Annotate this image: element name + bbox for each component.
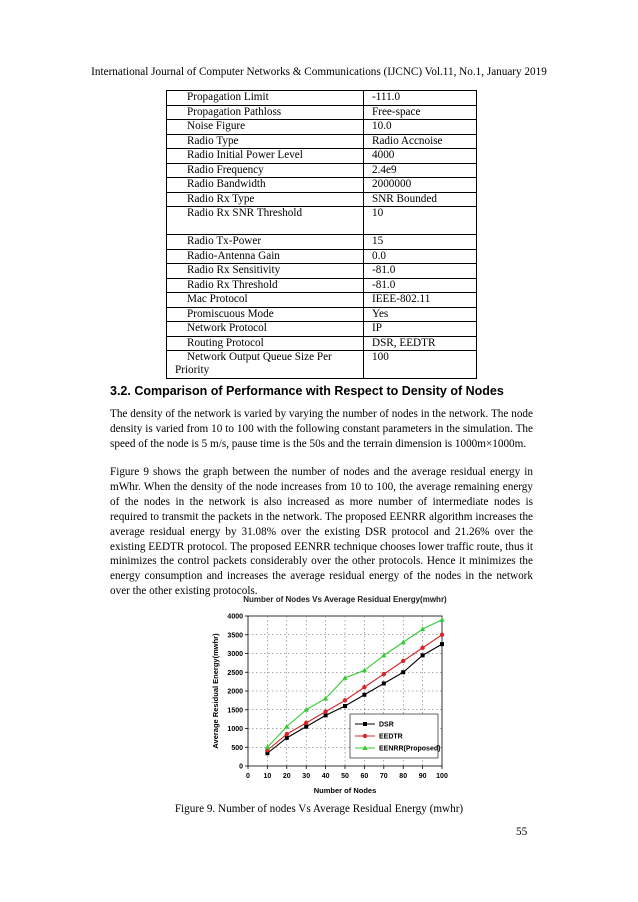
param-name-text: Propagation Pathloss	[187, 105, 282, 118]
table-row	[167, 293, 477, 308]
param-value: IP	[364, 322, 477, 337]
param-name-text: Noise Figure	[187, 120, 246, 132]
data-point-circle	[420, 646, 424, 650]
param-value: 2.4e9	[364, 163, 477, 178]
chart-title: Number of Nodes Vs Average Residual Energy(mwhr)	[243, 595, 447, 604]
x-tick-label: 10	[263, 773, 272, 780]
x-tick-label: 100	[436, 773, 448, 780]
data-point-circle	[401, 659, 405, 663]
param-name	[167, 351, 364, 379]
table-row	[167, 134, 477, 149]
table-row	[167, 235, 477, 250]
param-name	[167, 192, 364, 207]
table-row	[167, 192, 477, 207]
section-title: 3.2. Comparison of Performance with Respect to Density of Nodes	[110, 384, 504, 398]
x-tick-label: 40	[321, 773, 330, 780]
legend-label: EENRR(Proposed)	[379, 745, 441, 753]
param-name-text: Radio Initial Power Level	[187, 149, 303, 161]
page-number: 55	[516, 826, 528, 838]
y-tick-label: 0	[239, 763, 243, 771]
figure-caption: Figure 9. Number of nodes Vs Average Residual Energy (mwhr)	[174, 803, 464, 815]
param-name	[167, 307, 364, 322]
y-tick-label: 3500	[227, 632, 243, 640]
data-point-triangle	[304, 707, 309, 712]
paragraph-density: The density of the network is varied by varying the number of nodes in the network. The node density is varied from 10 to 100 with the following constant parameters in the simulation. The speed of the node is 5 m/s, pause time is the 50s and the terrain dimension is 1000m×1000m.	[110, 408, 533, 450]
param-name	[167, 249, 364, 264]
table-row	[167, 149, 477, 164]
param-name	[167, 149, 364, 164]
table-row	[167, 249, 477, 264]
param-value: SNR Bounded	[364, 192, 477, 207]
param-name-text: Radio Bandwidth	[187, 178, 266, 190]
data-point-circle	[323, 709, 327, 713]
x-tick-label: 60	[360, 773, 369, 780]
param-name-text: Radio Frequency	[187, 163, 264, 176]
data-point-triangle	[439, 617, 444, 622]
data-point-square	[363, 722, 367, 726]
param-name	[167, 336, 364, 351]
param-name	[167, 264, 364, 279]
data-point-square	[285, 736, 289, 740]
data-point-square	[304, 725, 308, 729]
param-name	[167, 134, 364, 149]
x-tick-label: 20	[282, 773, 291, 780]
data-point-triangle	[381, 653, 386, 658]
param-value: 10	[364, 207, 477, 235]
table-row	[167, 264, 477, 279]
x-tick-label: 80	[399, 773, 408, 780]
param-value: DSR, EEDTR	[364, 336, 477, 351]
x-tick-label: 70	[379, 773, 388, 780]
data-point-circle	[382, 672, 386, 676]
param-name-text: Radio Rx Sensitivity	[187, 264, 281, 276]
param-name-text: Network Output Queue Size Per Priority	[175, 351, 332, 376]
x-axis-label: Number of Nodes	[313, 786, 377, 795]
line-chart	[200, 586, 452, 802]
y-tick-label: 2000	[227, 688, 243, 696]
param-name-text: Radio Rx Type	[187, 192, 255, 205]
param-value: 0.0	[364, 249, 477, 264]
param-name	[167, 322, 364, 337]
param-value: Yes	[364, 307, 477, 322]
data-point-square	[362, 693, 366, 697]
x-tick-label: 90	[418, 773, 427, 780]
param-name-text: Radio Tx-Power	[187, 235, 262, 247]
y-tick-label: 1500	[227, 707, 243, 715]
data-point-square	[343, 704, 347, 708]
table-row	[167, 307, 477, 322]
table-row	[167, 278, 477, 293]
data-point-circle	[285, 732, 289, 736]
data-point-square	[421, 653, 425, 657]
param-name	[167, 163, 364, 178]
x-tick-label: 30	[302, 773, 311, 780]
x-tick-label: 50	[341, 773, 349, 780]
legend-label: EEDTR	[379, 733, 403, 741]
param-name	[167, 207, 364, 235]
param-name	[167, 178, 364, 193]
param-name-text: Propagation Limit	[187, 91, 269, 103]
param-name	[167, 278, 364, 293]
param-value: 15	[364, 235, 477, 250]
x-tick-label: 0	[246, 773, 250, 780]
data-point-square	[382, 682, 386, 686]
param-name-text: Radio Type	[187, 134, 239, 147]
data-point-circle	[343, 698, 347, 702]
param-name-text: Mac Protocol	[187, 293, 248, 305]
table-row	[167, 120, 477, 135]
table-row	[167, 91, 477, 106]
data-point-circle	[362, 685, 366, 689]
param-value: Free-space	[364, 105, 477, 120]
journal-header: International Journal of Computer Networks & Communications (IJCNC) Vol.11, No.1, January 2019	[91, 66, 547, 78]
param-name	[167, 105, 364, 120]
legend-label: DSR	[379, 721, 394, 729]
table-row	[167, 163, 477, 178]
data-point-square	[401, 670, 405, 674]
param-name-text: Radio Rx SNR Threshold	[187, 207, 303, 219]
param-name	[167, 293, 364, 308]
data-point-circle	[440, 633, 444, 637]
paragraph-figure-discussion: Figure 9 shows the graph between the number of nodes and the average residual energy in mWhr. When the density of the node increases from 10 to 100, the average remaining energy of the nodes in the network is also increased as more number of intermediate nodes is required to transmit the packets in the network. The proposed EENRR algorithm increases the average residual energy by 31.08% over the existing DSR protocol and 21.26% over the existing EEDTR protocol. The proposed EENRR technique chooses lower traffic route, thus it minimizes the control packets considerably over the other protocols. Hence it minimizes the energy consumption and increases the average residual energy of the nodes in the network over the other existing protocols.	[110, 466, 533, 598]
param-name	[167, 91, 364, 106]
table-row	[167, 351, 477, 379]
param-value: -111.0	[364, 91, 477, 106]
y-axis-label: Average Residual Energy(mwhr)	[211, 633, 220, 749]
table-row	[167, 105, 477, 120]
data-point-circle	[304, 721, 308, 725]
table-row	[167, 322, 477, 337]
table-row	[167, 178, 477, 193]
param-name-text: Promiscuous Mode	[187, 307, 274, 320]
param-value: 10.0	[364, 120, 477, 135]
y-tick-label: 500	[231, 744, 243, 752]
param-value: 2000000	[364, 178, 477, 193]
parameters-table	[166, 90, 477, 379]
param-value: Radio Accnoise	[364, 134, 477, 149]
y-tick-label: 2500	[227, 669, 243, 677]
data-point-triangle	[401, 639, 406, 644]
param-name	[167, 235, 364, 250]
y-tick-label: 3000	[227, 651, 243, 658]
table-row	[167, 336, 477, 351]
data-point-square	[324, 713, 328, 717]
param-name-text: Radio-Antenna Gain	[187, 249, 280, 262]
table-row	[167, 207, 477, 235]
param-name	[167, 120, 364, 135]
param-name-text: Routing Protocol	[187, 336, 264, 349]
figure-9	[200, 586, 452, 802]
param-value: IEEE-802.11	[364, 293, 477, 308]
param-value: -81.0	[364, 264, 477, 279]
param-value: -81.0	[364, 278, 477, 293]
param-name-text: Network Protocol	[187, 322, 267, 334]
param-value: 4000	[364, 149, 477, 164]
param-value: 100	[364, 351, 477, 379]
y-tick-label: 4000	[227, 613, 243, 621]
param-name-text: Radio Rx Threshold	[187, 278, 278, 291]
y-tick-label: 1000	[227, 726, 243, 733]
data-point-circle	[363, 734, 367, 738]
data-point-square	[440, 642, 444, 646]
